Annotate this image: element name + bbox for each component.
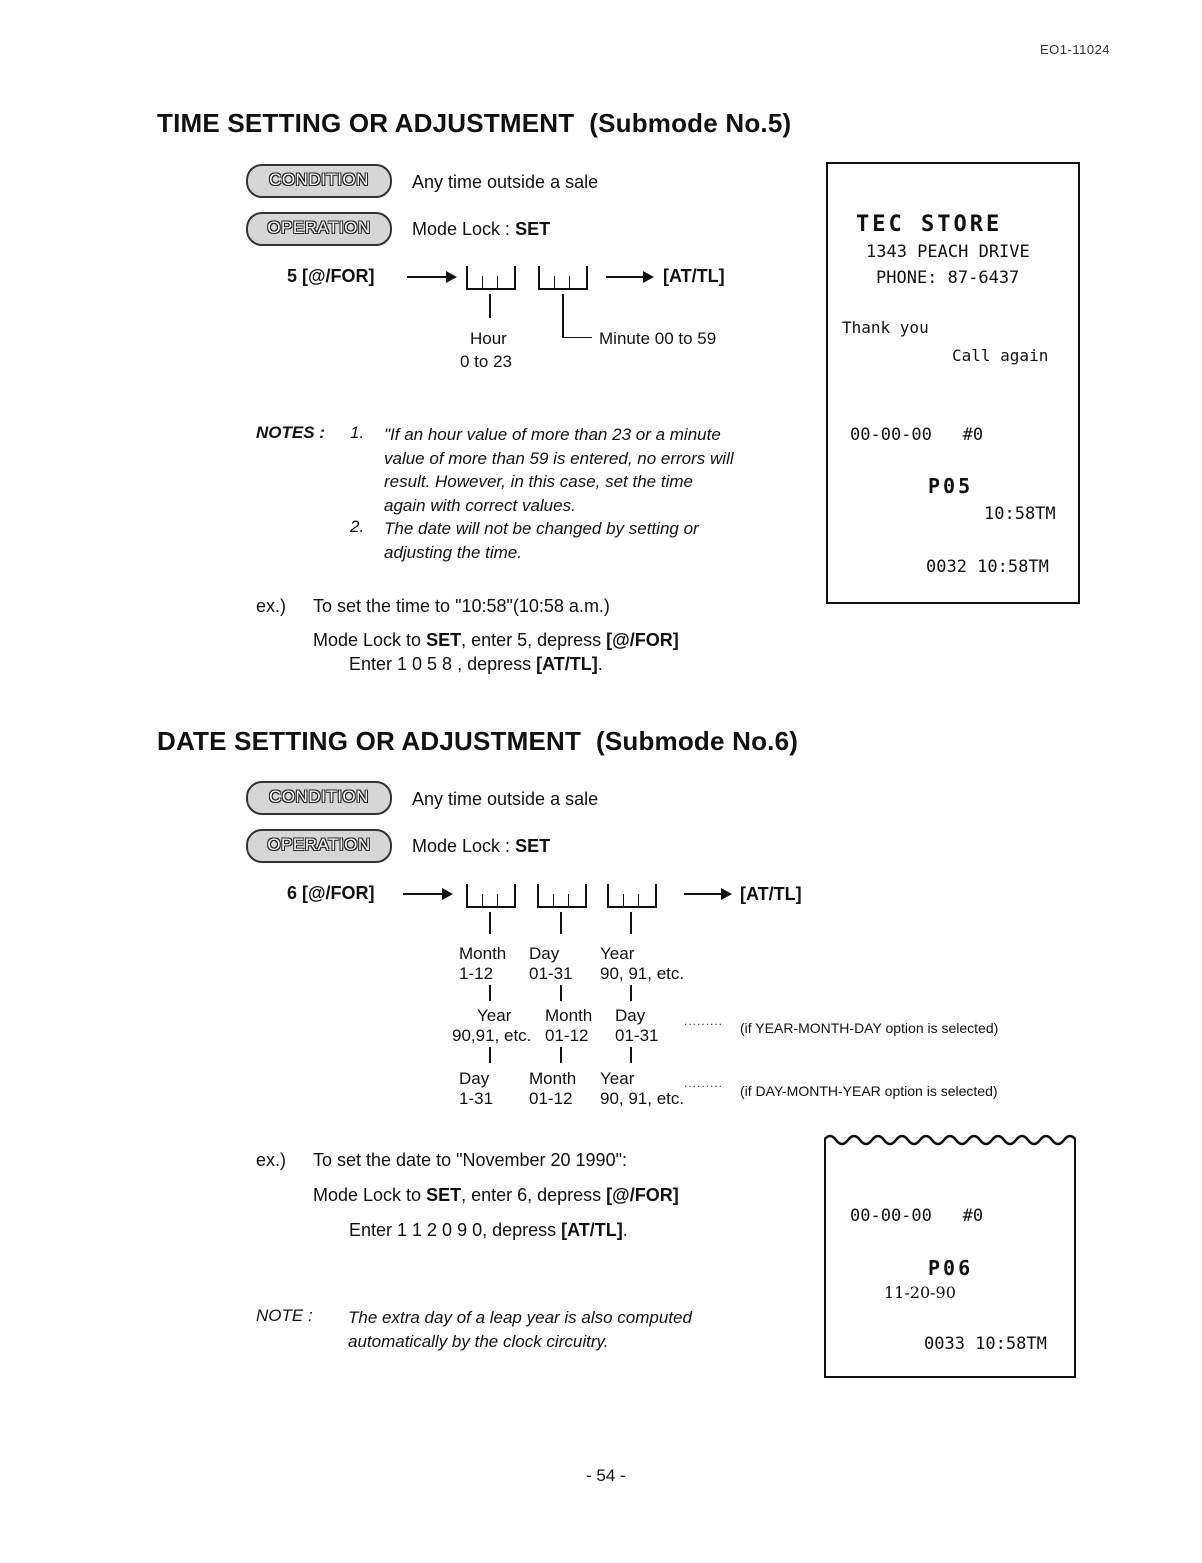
- time-title-text: TIME SETTING OR ADJUSTMENT: [157, 108, 575, 138]
- date-seq-prefix: 6 [@/FOR]: [287, 883, 375, 903]
- date-row2-field: Year: [477, 1006, 512, 1025]
- date-row2-value: 90,91, etc.: [452, 1026, 532, 1045]
- torn-edge-icon: [824, 1130, 1076, 1146]
- date-row3-field: Month: [529, 1069, 577, 1088]
- date-ex-line3: [349, 1220, 628, 1241]
- ex-text: , enter 5, depress: [461, 630, 607, 650]
- mode-lock-value: SET: [515, 219, 551, 239]
- date-section-title: [157, 726, 798, 757]
- minute-label: Minute 00 to 59: [599, 329, 717, 348]
- date-ex-label: ex.): [256, 1150, 287, 1170]
- date-row3-field: Day: [459, 1069, 490, 1088]
- receipt-date: [824, 1140, 1076, 1378]
- receipt-footer: 0033 10:58TM: [924, 1334, 1047, 1354]
- receipt-line: 00-00-00 #0: [850, 425, 984, 445]
- condition-badge: CONDITION: [246, 781, 392, 815]
- receipt-phone: PHONE: 87-6437: [876, 268, 1020, 288]
- note1-line: again with correct values.: [384, 495, 576, 515]
- ex-bold: [@/FOR]: [606, 630, 679, 650]
- date-condition-text: Any time outside a sale: [412, 789, 599, 809]
- note1-line: "If an hour value of more than 23 or a minute: [384, 425, 721, 444]
- date-row2-field: Month: [545, 1006, 593, 1025]
- notes-label: NOTES :: [256, 423, 325, 442]
- leader-dots: .........: [684, 1076, 724, 1090]
- ex-text: Mode Lock to: [313, 630, 427, 650]
- date-row1-value: 90, 91, etc.: [600, 964, 685, 983]
- date-title-text: DATE SETTING OR ADJUSTMENT: [157, 726, 582, 756]
- ex-bold: [@/FOR]: [606, 1185, 679, 1205]
- document-id: EO1-11024: [1040, 42, 1111, 57]
- ex-text: Enter 1 1 2 0 9 0, depress: [349, 1220, 562, 1240]
- time-section-title: [157, 108, 791, 139]
- date-row1-value: 01-31: [529, 964, 573, 983]
- leader-dots: .........: [684, 1014, 724, 1028]
- date-connector: [560, 1047, 562, 1063]
- ex-bold: SET: [426, 630, 462, 650]
- receipt-code: P05: [928, 474, 974, 498]
- date-ex-line1: To set the date to "November 20 1990":: [313, 1150, 627, 1170]
- arrow-icon: [407, 276, 455, 278]
- date-row2-value: 01-12: [545, 1026, 589, 1045]
- minute-connector-tail: [562, 337, 592, 338]
- note2-line: The date will not be changed by setting or: [384, 519, 699, 538]
- note1-line: result. However, in this case, set the time: [384, 472, 693, 491]
- mode-lock-label: Mode Lock :: [412, 836, 511, 856]
- note1-text: [384, 423, 734, 517]
- ex-text: Enter 1 0 5 8 , depress: [349, 654, 537, 674]
- note2-text: [384, 517, 699, 564]
- note2-number: 2.: [350, 517, 365, 536]
- date-row2-note: (if YEAR-MONTH-DAY option is selected): [740, 1020, 999, 1036]
- receipt-thanks: Thank you: [842, 318, 929, 337]
- time-ex-line1: To set the time to "10:58"(10:58 a.m.): [313, 596, 610, 616]
- hour-range: 0 to 23: [460, 352, 512, 371]
- receipt-code: P06: [928, 1256, 974, 1280]
- ex-bold: [AT/TL]: [561, 1220, 623, 1240]
- date-seq-end: [AT/TL]: [740, 884, 802, 904]
- ex-bold: [AT/TL]: [536, 654, 598, 674]
- time-submode: (Submode No.5): [589, 108, 792, 138]
- note1-number: 1.: [350, 423, 365, 442]
- time-ex-label: ex.): [256, 596, 287, 616]
- date-connector: [489, 912, 491, 934]
- hour-label: Hour: [470, 329, 507, 348]
- hour-connector: [489, 294, 491, 318]
- date-connector: [630, 985, 632, 1001]
- receipt-call-again: Call again: [952, 346, 1049, 365]
- date-connector: [489, 985, 491, 1001]
- date-note-line: The extra day of a leap year is also computed: [348, 1308, 692, 1327]
- date-row3-field: Year: [600, 1069, 635, 1088]
- date-input-box-1: [466, 884, 516, 908]
- date-submode: (Submode No.6): [595, 726, 799, 756]
- note1-line: value of more than 59 is entered, no errors will: [384, 448, 734, 468]
- receipt-time: [826, 162, 1080, 604]
- receipt-time-value: 10:58TM: [984, 504, 1056, 524]
- date-row1-field: Month: [459, 944, 507, 963]
- date-row2-value: 01-31: [615, 1026, 659, 1045]
- page-number: - 54 -: [586, 1466, 626, 1485]
- minute-connector: [562, 294, 564, 338]
- date-row3-value: 1-31: [459, 1089, 494, 1108]
- ex-text: Mode Lock to: [313, 1185, 427, 1205]
- condition-badge: CONDITION: [246, 164, 392, 198]
- date-row3-value: 01-12: [529, 1089, 573, 1108]
- date-row3-note: (if DAY-MONTH-YEAR option is selected): [740, 1083, 998, 1099]
- arrow-icon: [606, 276, 652, 278]
- date-connector: [560, 912, 562, 934]
- date-connector: [630, 912, 632, 934]
- arrow-icon: [403, 893, 451, 895]
- date-connector: [630, 1047, 632, 1063]
- date-row2-field: Day: [615, 1006, 646, 1025]
- date-row1-field: Day: [529, 944, 560, 963]
- date-note-line: automatically by the clock circuitry.: [348, 1331, 609, 1351]
- time-seq-end: [AT/TL]: [663, 266, 725, 286]
- date-connector: [489, 1047, 491, 1063]
- hour-input-box: [466, 266, 516, 290]
- date-mode-lock: [412, 836, 550, 857]
- receipt-store-name: TEC STORE: [856, 212, 1003, 237]
- minute-input-box: [538, 266, 588, 290]
- time-ex-line3: [349, 654, 603, 675]
- receipt-footer: 0032 10:58TM: [926, 557, 1049, 577]
- mode-lock-label: Mode Lock :: [412, 219, 511, 239]
- receipt-date-value: 11-20-90: [884, 1283, 956, 1302]
- operation-badge: OPERATION: [246, 829, 392, 863]
- ex-text: .: [622, 1220, 628, 1240]
- date-connector: [560, 985, 562, 1001]
- mode-lock-value: SET: [515, 836, 551, 856]
- date-note-label: NOTE :: [256, 1306, 313, 1325]
- time-seq-prefix: 5 [@/FOR]: [287, 266, 375, 286]
- date-row1-field: Year: [600, 944, 635, 963]
- ex-bold: SET: [426, 1185, 462, 1205]
- date-note-text: [348, 1306, 692, 1353]
- note2-line: adjusting the time.: [384, 542, 522, 562]
- time-ex-line2: [313, 630, 679, 651]
- date-input-box-3: [607, 884, 657, 908]
- arrow-icon: [684, 893, 730, 895]
- operation-badge: OPERATION: [246, 212, 392, 246]
- date-row1-value: 1-12: [459, 964, 494, 983]
- ex-text: , enter 6, depress: [461, 1185, 607, 1205]
- date-row3-value: 90, 91, etc.: [600, 1089, 685, 1108]
- time-condition-text: Any time outside a sale: [412, 172, 599, 192]
- receipt-line: 00-00-00 #0: [850, 1206, 984, 1226]
- date-ex-line2: [313, 1185, 679, 1206]
- date-input-box-2: [537, 884, 587, 908]
- receipt-address: 1343 PEACH DRIVE: [866, 242, 1030, 262]
- time-mode-lock: [412, 219, 550, 240]
- ex-text: .: [597, 654, 603, 674]
